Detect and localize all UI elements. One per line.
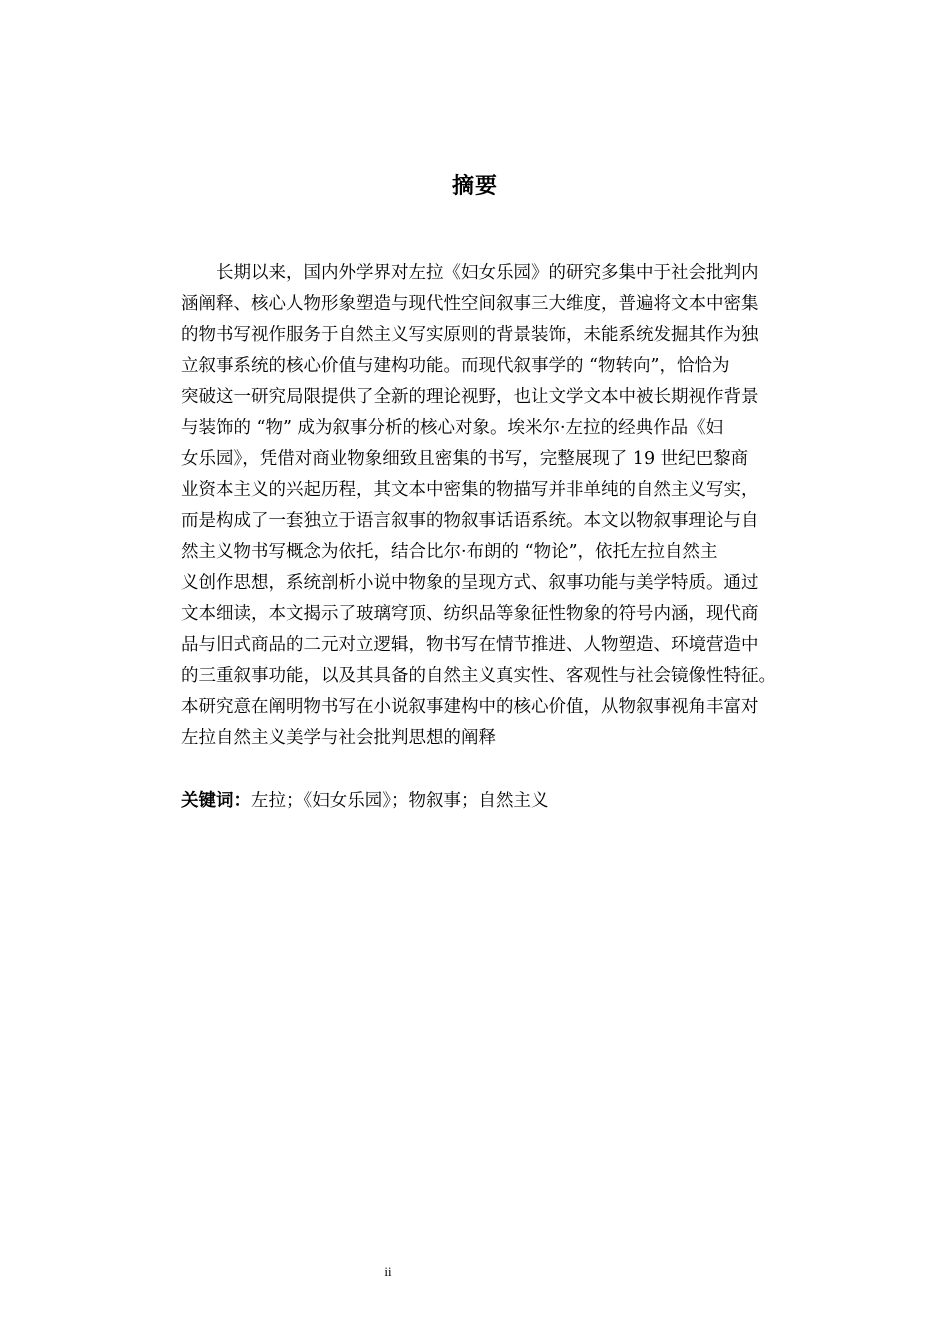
abstract-line: 涵阐释、核心人物形象塑造与现代性空间叙事三大维度，普遍将文本中密集 [181, 294, 759, 314]
abstract-line: 的物书写视作服务于自然主义写实原则的背景装饰，未能系统发掘其作为独 [181, 325, 759, 345]
keywords-line [181, 786, 821, 817]
abstract-line: 突破这一研究局限提供了全新的理论视野，也让文学文本中被长期视作背景 [181, 387, 759, 407]
keywords-label: 关键词： [181, 791, 251, 811]
abstract-title: 摘要 [451, 174, 498, 199]
abstract-line: 与装饰的 “物” 成为叙事分析的核心对象。埃米尔·左拉的经典作品《妇 [181, 418, 724, 438]
abstract-line: 业资本主义的兴起历程，其文本中密集的物描写并非单纯的自然主义写实， [181, 480, 759, 500]
abstract-line: 女乐园》，凭借对商业物象细致且密集的书写，完整展现了 19 世纪巴黎商 [181, 449, 749, 469]
abstract-line: 文本细读，本文揭示了玻璃穹顶、纺织品等象征性物象的符号内涵，现代商 [181, 604, 759, 624]
page-number: ii [384, 1264, 392, 1279]
abstract-line: 本研究意在阐明物书写在小说叙事建构中的核心价值，从物叙事视角丰富对 [181, 697, 759, 717]
abstract-line: 的三重叙事功能，以及其具备的自然主义真实性、客观性与社会镜像性特征。 [181, 666, 776, 686]
abstract-line: 然主义物书写概念为依托，结合比尔·布朗的 “物论”，依托左拉自然主 [181, 542, 718, 562]
abstract-body [181, 258, 821, 754]
abstract-line: 立叙事系统的核心价值与建构功能。而现代叙事学的 “物转向”，恰恰为 [181, 356, 730, 376]
abstract-line: 左拉自然主义美学与社会批判思想的阐释 [181, 728, 496, 748]
abstract-line: 长期以来，国内外学界对左拉《妇女乐园》的研究多集中于社会批判内 [216, 263, 759, 283]
abstract-line: 而是构成了一套独立于语言叙事的物叙事话语系统。本文以物叙事理论与自 [181, 511, 759, 531]
abstract-line: 品与旧式商品的二元对立逻辑，物书写在情节推进、人物塑造、环境营造中 [181, 635, 759, 655]
abstract-line: 义创作思想，系统剖析小说中物象的呈现方式、叙事功能与美学特质。通过 [181, 573, 759, 593]
keywords-text: 左拉；《妇女乐园》；物叙事；自然主义 [251, 791, 549, 811]
